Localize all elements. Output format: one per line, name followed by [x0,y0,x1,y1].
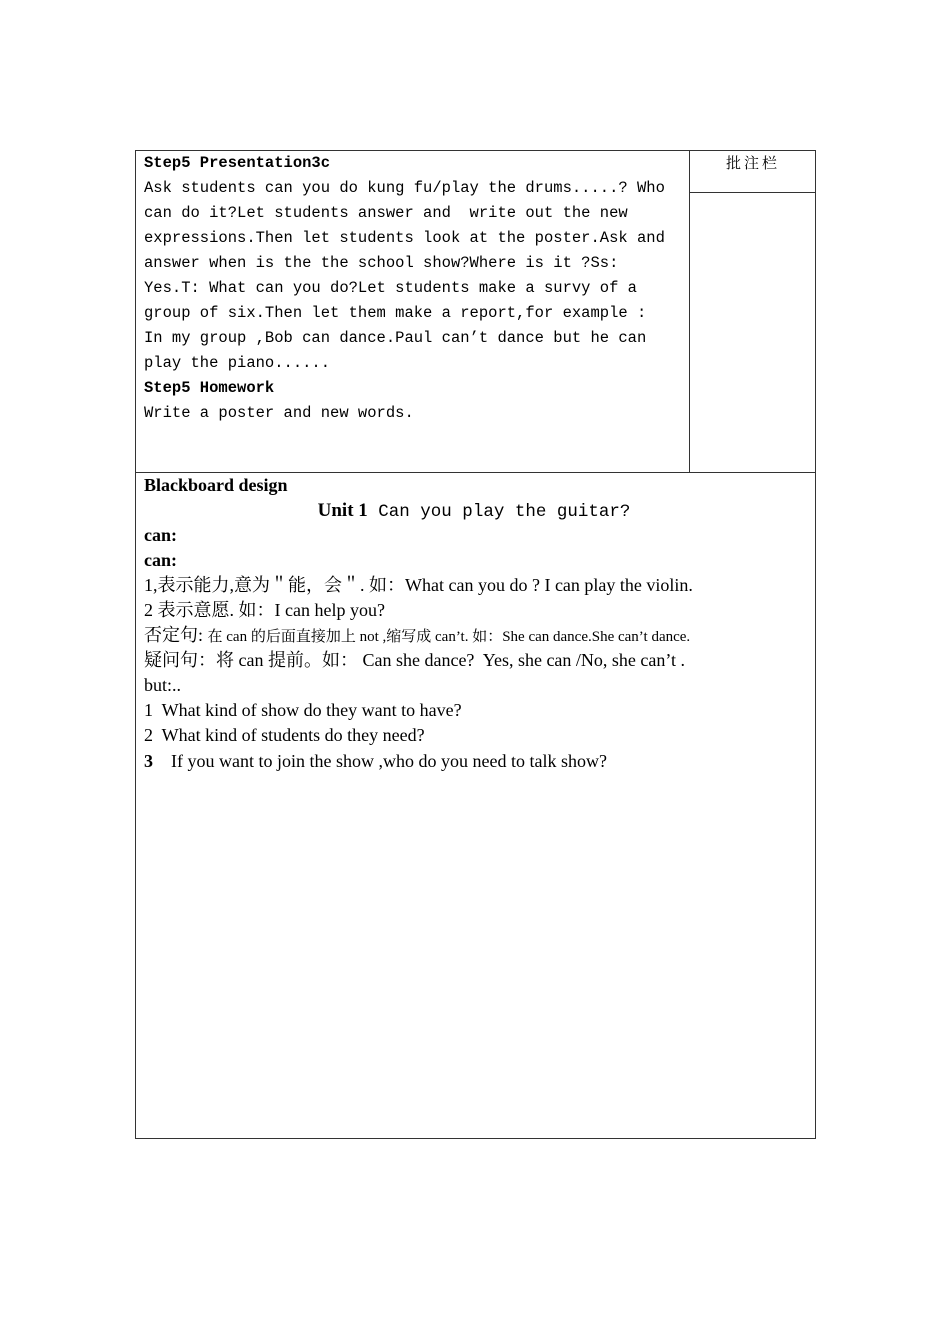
presentation-line: group of six.Then let them make a report,for example : [144,304,647,322]
usage-point-willingness: 2 表示意愿. 如：I can help you? [144,600,385,620]
unit-label: Unit 1 [317,500,368,521]
usage-point-ability: 1,表示能力,意为＂能，会＂. 如：What can you do ? I can play the violin. [144,575,693,595]
lesson-plan-table [135,150,816,1139]
step-homework-heading: Step5 Homework [144,379,275,397]
presentation-line: Yes.T: What can you do?Let students make a survy of a [144,279,637,297]
presentation-line: expressions.Then let students look at the poster.Ask and [144,229,665,247]
procedure-cell [144,151,681,426]
presentation-line: In my group ,Bob can dance.Paul can’t dance but he can [144,329,647,347]
can-label: can: [144,550,177,570]
negative-text: 在 can 的后面直接加上 not ,缩写成 can’t. 如：She can dance.She can’t dance. [207,629,691,645]
unit-title [144,498,804,523]
notes-header-divider [690,192,815,193]
homework-text: Write a poster and new words. [144,404,414,422]
presentation-line: can do it?Let students answer and write out the new [144,204,628,222]
but-label: but:.. [144,675,182,695]
notes-column-title: 批注栏 [725,154,780,172]
question-sentence-rule: 疑问句：将 can 提前。如： Can she dance? Yes, she can /No, she can’t . [144,650,686,670]
presentation-line: Ask students can you do kung fu/play the drums.....? Who [144,179,665,197]
presentation-line: play the piano...... [144,354,331,372]
unit-title-text: Can you play the guitar? [367,502,631,522]
question-text: If you want to join the show ,who do you need to talk show? [153,751,607,771]
question-item: 1 What kind of show do they want to have? [144,700,462,720]
question-item [144,748,804,775]
question-number: 3 [144,751,153,771]
notes-column-divider [689,151,690,472]
blackboard-heading: Blackboard design [144,475,288,495]
step-presentation-heading: Step5 Presentation3c [144,154,331,172]
negative-label: 否定句: [144,625,208,645]
negative-sentence-rule [144,623,804,648]
blackboard-design-cell [144,473,804,775]
presentation-line: answer when is the the school show?Where is it ?Ss: [144,254,619,272]
question-item: 2 What kind of students do they need? [144,725,425,745]
can-label: can: [144,525,177,545]
